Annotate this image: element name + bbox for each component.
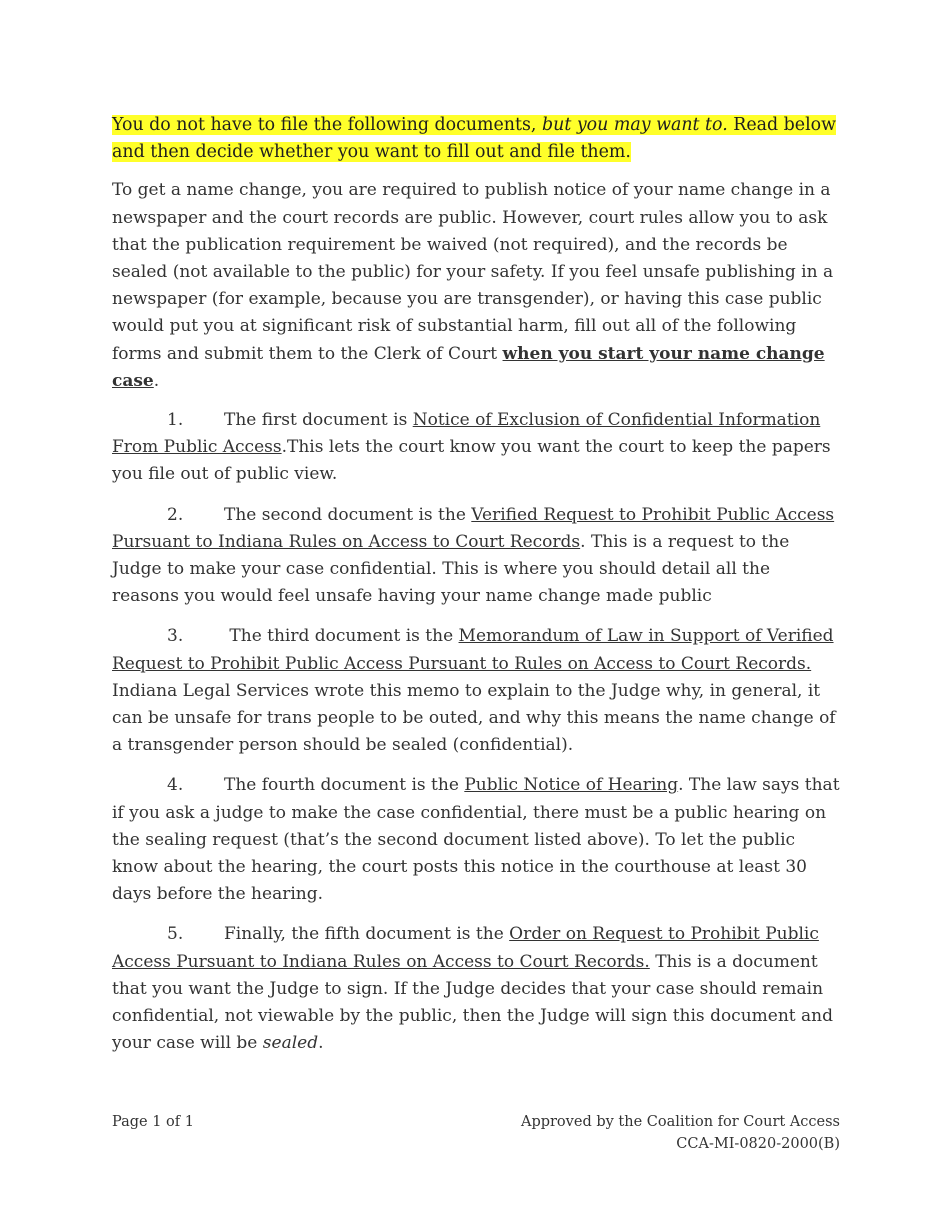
form-code: CCA-MI-0820-2000(B) <box>676 1136 840 1152</box>
intro-italic: but you may want to. <box>541 115 728 135</box>
intro-text-1: You do not have to file the following documents, <box>112 115 542 135</box>
document-title-link: Memorandum of Law in Support of Verified Request to Prohibit Public Access Pursuant to Rules on Access to Court Records. <box>112 626 834 674</box>
item-before: The fourth document is the <box>224 775 465 796</box>
item-end: . <box>318 1033 324 1054</box>
item-number: 1. <box>167 410 184 431</box>
page-number: Page 1 of 1 <box>112 1114 194 1130</box>
list-item-2 <box>112 502 840 611</box>
highlighted-intro <box>112 112 840 166</box>
footer-approval <box>521 1111 840 1155</box>
body-paragraph <box>112 177 840 395</box>
body-end: . <box>153 370 160 391</box>
list-item-5 <box>112 921 840 1057</box>
intro-text-2: Read below and then decide whether you want to fill out and file them. <box>112 115 837 163</box>
list-item-3 <box>112 623 840 759</box>
item-italic: sealed <box>262 1033 319 1054</box>
item-number: 4. <box>167 775 184 796</box>
item-after: Indiana Legal Services wrote this memo to explain to the Judge why, in general, it can be unsafe for trans people to be outed, and why this means the name change of a transgender person should be sealed (confidential). <box>112 680 836 756</box>
item-after: . The law says that if you ask a judge to make the case confidential, there must be a public hearing on the sealing request (that’s the second document listed above). To let the public know about the hearing, the court posts this notice in the courthouse at least 30 days before the hearing. <box>112 775 840 905</box>
item-before: The first document is <box>224 410 413 431</box>
document-title-link: Notice of Exclusion of Confidential Information From Public Access <box>112 410 821 458</box>
document-title-link: Public Notice of Hearing <box>464 775 679 796</box>
item-after: . This is a request to the Judge to make your case confidential. This is where you should detail all the reasons you would feel unsafe having your name change made public <box>112 531 790 607</box>
item-number: 5. <box>167 924 184 945</box>
item-before: The second document is the <box>224 504 472 525</box>
item-number: 3. <box>167 626 184 647</box>
document-title-link: Order on Request to Prohibit Public Access Pursuant to Indiana Rules on Access to Court Records. <box>112 924 819 972</box>
approval-text: Approved by the Coalition for Court Access <box>520 1114 840 1130</box>
list-item-1 <box>112 407 840 489</box>
item-after: This is a document that you want the Judge to sign. If the Judge decides that your case should remain confidential, not viewable by the public, then the Judge will sign this document and your case will be <box>112 951 833 1054</box>
document-title-link: Verified Request to Prohibit Public Access Pursuant to Indiana Rules on Access to Court Records <box>112 504 835 552</box>
item-before: Finally, the fifth document is the <box>224 924 510 945</box>
item-before: The third document is the <box>224 626 459 647</box>
body-text: To get a name change, you are required to publish notice of your name change in a newspaper and the court records are public. However, court rules allow you to ask that the publication requirement be waived (not required), and the records be sealed (not available to the public) for your safety. If you feel unsafe publishing in a newspaper (for example, because you are transgender), or having this case public would put you at significant risk of substantial harm, fill out all of the following forms and submit them to the Clerk of Court <box>112 180 834 364</box>
item-number: 2. <box>167 504 184 525</box>
item-after: .This lets the court know you want the court to keep the papers you file out of public view. <box>112 437 831 485</box>
list-item-4 <box>112 772 840 908</box>
body-emphasis: when you start your name change case <box>112 343 825 391</box>
document-content <box>112 112 840 1071</box>
